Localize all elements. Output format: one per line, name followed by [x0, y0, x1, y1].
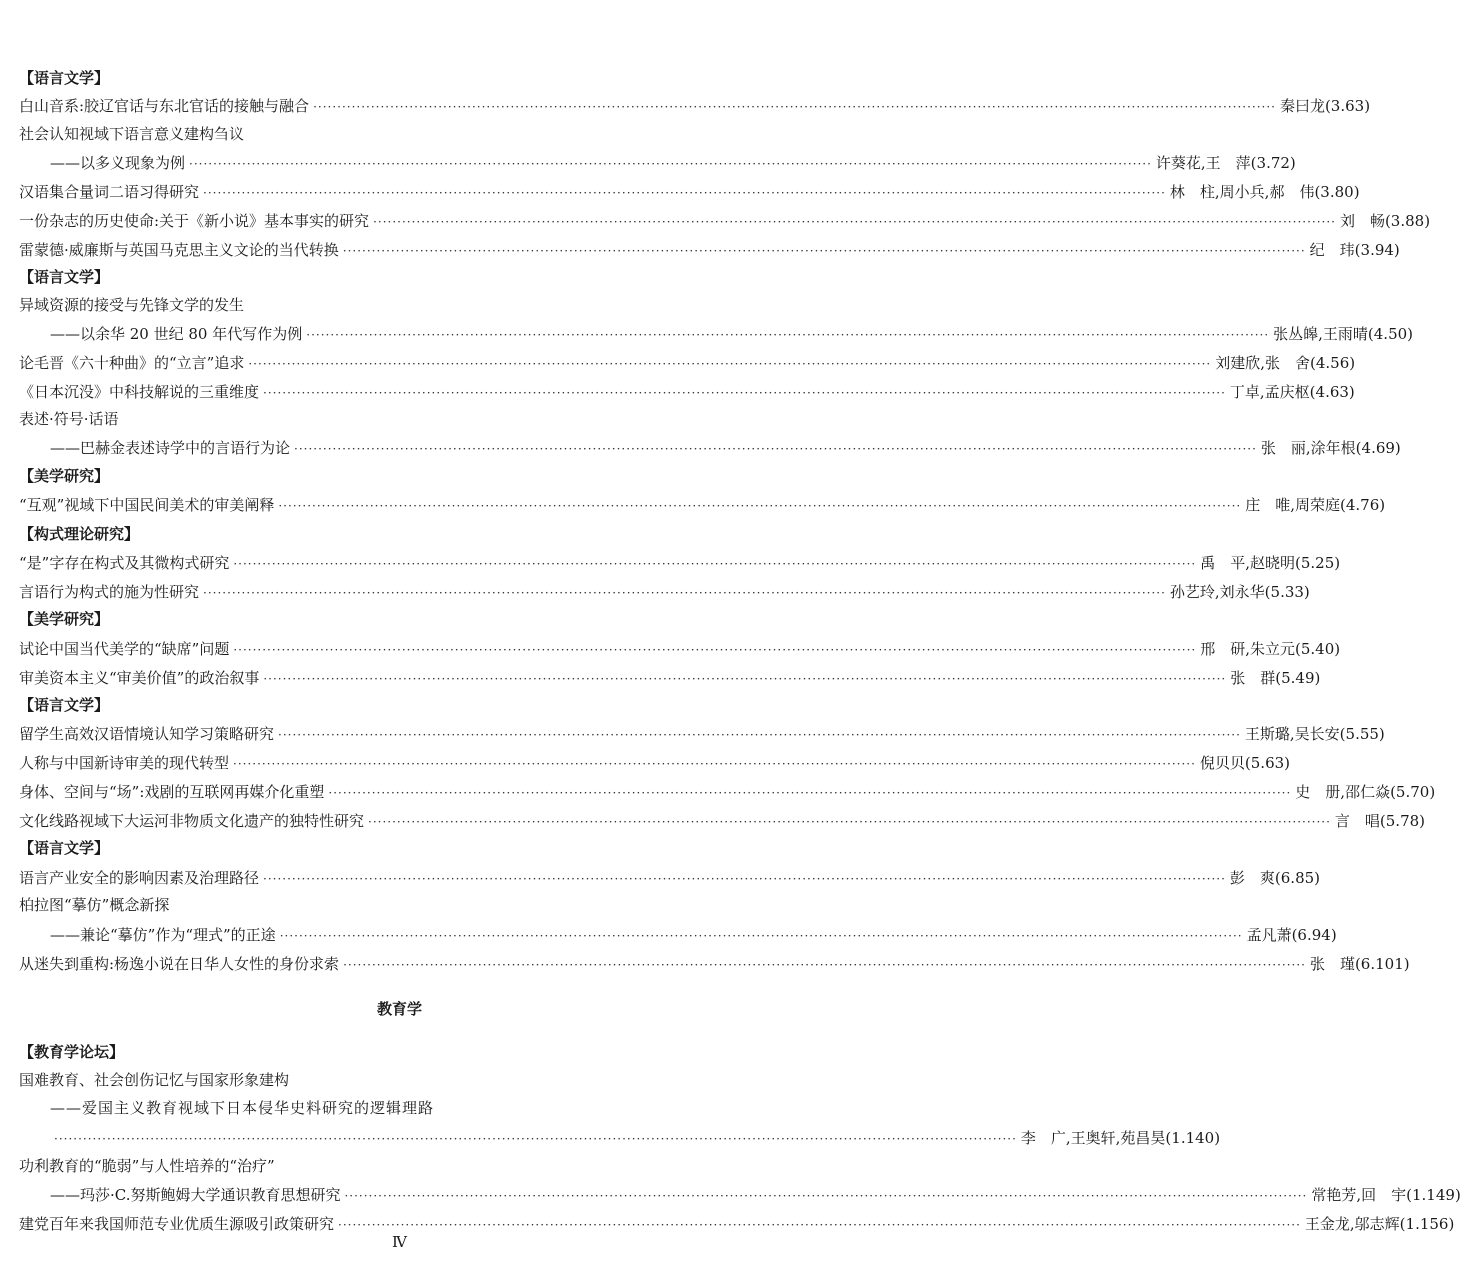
author-and-page: 李 广,王奥轩,苑昌昊(1.140) [1020, 1129, 1221, 1147]
dot-leader: ········································································································································································································ [233, 557, 1197, 571]
toc-entry [0, 181, 1360, 209]
toc-entry [0, 1127, 1221, 1155]
toc-entry-line[interactable] [19, 723, 1385, 747]
toc-entry-line[interactable] [19, 667, 1321, 691]
toc-entry [0, 752, 1291, 780]
dot-leader: ········································································································································································································ [248, 357, 1212, 371]
dot-leader: ········································································································································································································ [263, 672, 1227, 686]
section-heading-label: 【教育学论坛】 [19, 1043, 125, 1061]
article-title: 人称与中国新诗审美的现代转型 [19, 754, 230, 772]
toc-entry [0, 352, 1356, 380]
article-title: 言语行为构式的施为性研究 [19, 583, 200, 601]
toc-entry [0, 210, 1431, 238]
article-title: 建党百年来我国师范专业优质生源吸引政策研究 [19, 1215, 335, 1233]
page-number: Ⅳ [392, 1233, 407, 1251]
author-and-page: 彭 爽(6.85) [1229, 869, 1321, 887]
article-title: 柏拉图“摹仿”概念新探 [19, 896, 170, 914]
section-heading [0, 695, 799, 723]
article-title-line [0, 124, 799, 152]
article-title: “是”字存在构式及其微构式研究 [19, 554, 230, 572]
toc-entry [0, 810, 1426, 838]
article-title: 文化线路视域下大运河非物质文化遗产的独特性研究 [19, 812, 365, 830]
section-heading [0, 1042, 799, 1070]
article-subtitle: ——兼论“摹仿”作为“理式”的正途 [50, 926, 276, 944]
dot-leader: ········································································································································································································ [338, 1218, 1301, 1232]
author-and-page: 张 瑾(6.101) [1309, 955, 1410, 973]
dot-leader: ········································································································································································································ [294, 442, 1257, 456]
author-and-page: 庄 唯,周荣庭(4.76) [1245, 496, 1386, 514]
author-and-page: 秦曰龙(3.63) [1279, 97, 1371, 115]
toc-entry-line[interactable] [50, 1127, 1221, 1151]
discipline-title [0, 998, 799, 1026]
toc-entry-line[interactable] [19, 352, 1356, 376]
author-and-page: 常艳芳,回 宇(1.149) [1311, 1186, 1461, 1204]
article-title-line [0, 409, 799, 437]
toc-entry-line[interactable] [50, 1184, 1461, 1208]
section-heading [0, 609, 799, 637]
author-and-page: 丁卓,孟庆枢(4.63) [1229, 383, 1355, 401]
article-title-line [0, 895, 799, 923]
article-title: 社会认知视域下语言意义建构刍议 [19, 125, 245, 143]
dot-leader: ········································································································································································································ [306, 328, 1270, 342]
author-and-page: 纪 玮(3.94) [1309, 241, 1400, 259]
article-subtitle: ——巴赫金表述诗学中的言语行为论 [50, 439, 291, 457]
article-title: 一份杂志的历史使命:关于《新小说》基本事实的研究 [19, 212, 370, 230]
section-heading-label: 【美学研究】 [19, 610, 110, 628]
section-heading-label: 【构式理论研究】 [19, 525, 140, 543]
article-title-line [0, 295, 799, 323]
article-title: 雷蒙德·威廉斯与英国马克思主义文论的当代转换 [19, 241, 339, 259]
toc-entry-line[interactable] [19, 210, 1431, 234]
toc-entry [0, 667, 1321, 695]
article-title: 功利教育的“脆弱”与人性培养的“治疗” [19, 1157, 275, 1175]
article-title: 从迷失到重构:杨逸小说在日华人女性的身份求索 [19, 955, 340, 973]
toc-entry-line[interactable] [19, 581, 1310, 605]
author-and-page: 刘建欣,张 舍(4.56) [1215, 354, 1356, 372]
toc-entry-line[interactable] [19, 552, 1341, 576]
article-title: 语言产业安全的影响因素及治理路径 [19, 869, 260, 887]
article-subtitle: ——玛莎·C.努斯鲍姆大学通识教育思想研究 [50, 1186, 341, 1204]
article-subtitle-line [0, 1098, 799, 1126]
author-and-page: 张 群(5.49) [1230, 669, 1321, 687]
article-title: 试论中国当代美学的“缺席”问题 [19, 640, 230, 658]
toc-entry [0, 239, 1400, 267]
dot-leader: ········································································································································································································ [278, 728, 1241, 742]
section-heading [0, 267, 799, 295]
article-title: 审美资本主义“审美价值”的政治叙事 [19, 669, 260, 687]
author-and-page: 王斯璐,吴长安(5.55) [1244, 725, 1385, 743]
dot-leader: ········································································································································································································ [189, 157, 1152, 171]
article-subtitle: ——爱国主义教育视域下日本侵华史料研究的逻辑理路 [50, 1099, 435, 1117]
toc-entry-line[interactable] [19, 638, 1341, 662]
author-and-page: 林 柱,周小兵,郝 伟(3.80) [1169, 183, 1360, 201]
article-title: 表述·符号·话语 [19, 410, 119, 428]
toc-entry-line[interactable] [19, 381, 1355, 405]
toc-entry [0, 552, 1341, 580]
dot-leader: ········································································································································································································ [328, 786, 1292, 800]
toc-entry-line[interactable] [50, 323, 1414, 347]
article-title: 汉语集合量词二语习得研究 [19, 183, 200, 201]
section-heading-label: 【语言文学】 [19, 69, 110, 87]
toc-entry-line[interactable] [19, 239, 1400, 263]
toc-entry [0, 924, 1337, 952]
section-heading [0, 524, 799, 552]
section-heading-label: 【语言文学】 [19, 839, 110, 857]
article-title: 论毛晋《六十种曲》的“立言”追求 [19, 354, 245, 372]
toc-entry-line[interactable] [19, 752, 1291, 776]
author-and-page: 史 册,邵仁焱(5.70) [1295, 783, 1436, 801]
dot-leader: ········································································································································································································ [279, 929, 1243, 943]
toc-entry-line[interactable] [50, 152, 1296, 176]
toc-entry [0, 437, 1401, 465]
dot-leader: ········································································································································································································ [373, 215, 1336, 229]
section-heading-label: 【语言文学】 [19, 696, 110, 714]
article-title: 白山音系:胶辽官话与东北官话的接触与融合 [19, 97, 310, 115]
toc-entry-line[interactable] [19, 810, 1426, 834]
article-title-line [0, 1070, 799, 1098]
toc-entry-line[interactable] [50, 437, 1401, 461]
toc-entry [0, 95, 1371, 123]
toc-entry [0, 381, 1355, 409]
author-and-page: 张 丽,涂年根(4.69) [1260, 439, 1401, 457]
article-subtitle: ——以余华 20 世纪 80 年代写作为例 [50, 325, 303, 343]
author-and-page: 孟凡萧(6.94) [1246, 926, 1337, 944]
toc-entry [0, 494, 1386, 522]
toc-entry [0, 638, 1341, 666]
dot-leader: ········································································································································································································ [54, 1132, 1017, 1146]
dot-leader: ········································································································································································································ [263, 386, 1226, 400]
author-and-page: 王金龙,邬志辉(1.156) [1304, 1215, 1455, 1233]
toc-entry [0, 953, 1410, 981]
article-subtitle: ——以多义现象为例 [50, 154, 186, 172]
dot-leader: ········································································································································································································ [203, 186, 1166, 200]
toc-entry [0, 867, 1321, 895]
section-heading-label: 【美学研究】 [19, 467, 110, 485]
toc-entry-line[interactable] [19, 181, 1360, 205]
toc-entry-line[interactable] [19, 867, 1321, 891]
dot-leader: ········································································································································································································ [342, 244, 1306, 258]
dot-leader: ········································································································································································································ [368, 815, 1331, 829]
toc-entry-line[interactable] [19, 95, 1371, 119]
toc-entry-line[interactable] [19, 953, 1410, 977]
dot-leader: ········································································································································································································ [313, 100, 1276, 114]
article-title: 《日本沉没》中科技解说的三重维度 [19, 383, 260, 401]
dot-leader: ········································································································································································································ [233, 643, 1197, 657]
article-title: 国难教育、社会创伤记忆与国家形象建构 [19, 1071, 290, 1089]
toc-entry-line[interactable] [19, 494, 1386, 518]
dot-leader: ········································································································································································································ [203, 586, 1166, 600]
section-heading [0, 68, 799, 96]
toc-entry [0, 723, 1385, 751]
dot-leader: ········································································································································································································ [278, 499, 1242, 513]
section-heading [0, 838, 799, 866]
section-heading-label: 【语言文学】 [19, 268, 110, 286]
dot-leader: ········································································································································································································ [233, 757, 1196, 771]
section-heading [0, 466, 799, 494]
dot-leader: ········································································································································································································ [343, 958, 1306, 972]
article-title: 身体、空间与“场”:戏剧的互联网再媒介化重塑 [19, 783, 325, 801]
author-and-page: 许葵花,王 萍(3.72) [1155, 154, 1296, 172]
article-title: 留学生高效汉语情境认知学习策略研究 [19, 725, 275, 743]
dot-leader: ········································································································································································································ [344, 1189, 1308, 1203]
toc-entry [0, 152, 1296, 180]
author-and-page: 倪贝贝(5.63) [1199, 754, 1291, 772]
toc-entry [0, 1184, 1461, 1212]
toc-entry [0, 323, 1414, 351]
toc-entry-line[interactable] [19, 781, 1436, 805]
toc-entry-line[interactable] [50, 924, 1337, 948]
article-title: “互观”视域下中国民间美术的审美阐释 [19, 496, 275, 514]
dot-leader: ········································································································································································································ [263, 872, 1226, 886]
article-title-line [0, 1156, 799, 1184]
author-and-page: 言 唱(5.78) [1334, 812, 1426, 830]
discipline-title-label: 教育学 [376, 1000, 422, 1018]
author-and-page: 禹 平,赵晓明(5.25) [1200, 554, 1341, 572]
toc-entry [0, 781, 1436, 809]
toc-entry [0, 581, 1310, 609]
author-and-page: 刘 畅(3.88) [1339, 212, 1431, 230]
article-title: 异域资源的接受与先锋文学的发生 [19, 296, 245, 314]
author-and-page: 孙艺玲,刘永华(5.33) [1169, 583, 1310, 601]
author-and-page: 张丛皞,王雨晴(4.50) [1273, 325, 1414, 343]
author-and-page: 邢 研,朱立元(5.40) [1200, 640, 1341, 658]
